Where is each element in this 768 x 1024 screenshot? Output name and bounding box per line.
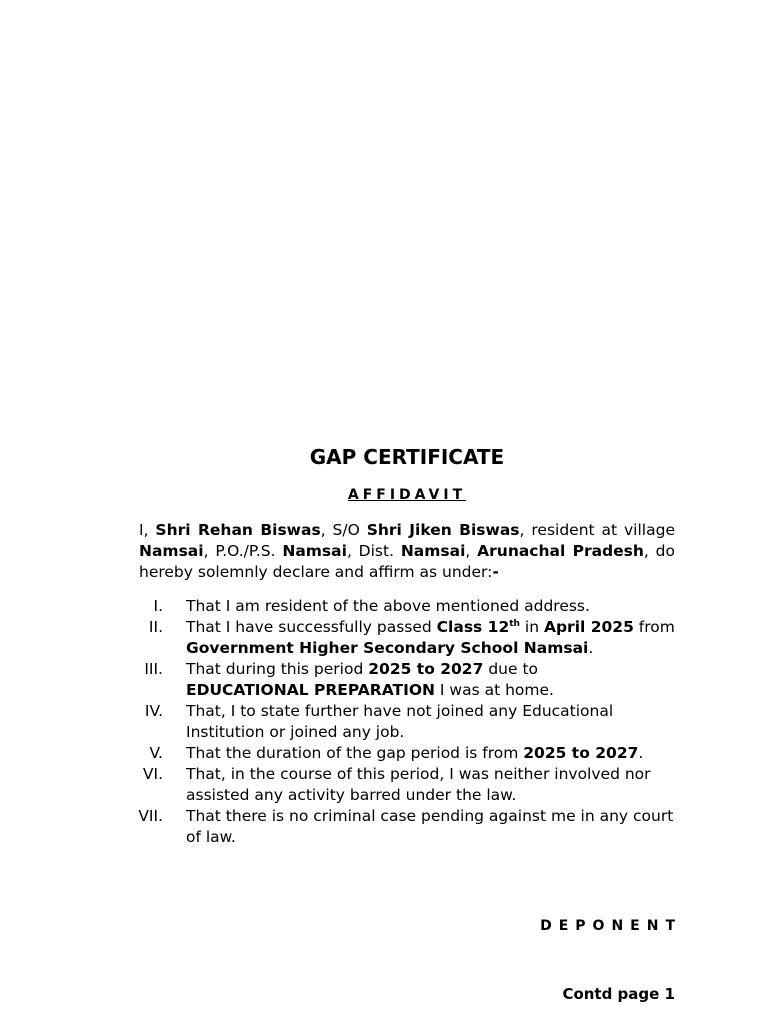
- intro-text: , P.O./P.S.: [203, 542, 283, 560]
- list-item: [125, 596, 685, 617]
- item-text: That there is no criminal case pending against me in any court of law.: [186, 807, 674, 846]
- deponent-name: Shri Rehan Biswas: [155, 521, 321, 539]
- item-text-part: That the duration of the gap period is from: [186, 744, 524, 762]
- intro-text: , do hereby solemnly declare and affirm as under:: [139, 542, 675, 581]
- village-name: Namsai: [139, 542, 204, 560]
- intro-text: I,: [139, 521, 156, 539]
- item-text-part: due to: [483, 660, 539, 678]
- pass-date: April 2025: [543, 618, 634, 636]
- item-text: [186, 617, 685, 659]
- intro-paragraph: [139, 520, 675, 583]
- state-name: Arunachal Pradesh: [477, 542, 644, 560]
- gap-period: 2025 to 2027: [368, 660, 484, 678]
- deponent-label: DEPONENT: [540, 918, 682, 934]
- list-item: [125, 617, 685, 659]
- school-name: Government Higher Secondary School Namsai: [186, 639, 589, 657]
- list-item: [125, 764, 685, 806]
- declaration-list: [125, 596, 685, 848]
- item-number: I.: [153, 597, 163, 615]
- class-name: Class 12: [436, 618, 510, 636]
- intro-text: , resident at village: [519, 521, 675, 539]
- item-text: [186, 659, 685, 701]
- item-text-part: .: [638, 744, 644, 762]
- district-name: Namsai: [400, 542, 466, 560]
- item-text-part: That during this period: [186, 660, 369, 678]
- item-text-part: from: [633, 618, 675, 636]
- item-number: VII.: [138, 807, 163, 825]
- document-subtitle: AFFIDAVIT: [347, 487, 467, 503]
- list-item: [125, 806, 685, 848]
- item-number: V.: [149, 744, 163, 762]
- father-name: Shri Jiken Biswas: [366, 521, 520, 539]
- class-superscript: th: [509, 619, 520, 629]
- list-item: [125, 659, 685, 701]
- intro-text: , S/O: [320, 521, 367, 539]
- item-number: IV.: [144, 702, 163, 720]
- intro-text: ,: [465, 542, 478, 560]
- gap-duration: 2025 to 2027: [523, 744, 639, 762]
- item-number: II.: [148, 618, 163, 636]
- continued-page-note: Contd page 1: [562, 985, 675, 1003]
- intro-text: , Dist.: [346, 542, 401, 560]
- item-text: That, in the course of this period, I was neither involved nor assisted any activity barred under the law.: [186, 765, 651, 804]
- item-text-part: That I have successfully passed: [186, 618, 437, 636]
- item-text-part: in: [519, 618, 544, 636]
- item-text-part: I was at home.: [435, 681, 554, 699]
- po-name: Namsai: [282, 542, 347, 560]
- list-item: [125, 701, 685, 743]
- item-text-part: .: [588, 639, 594, 657]
- item-text: [186, 743, 685, 764]
- item-number: III.: [144, 660, 163, 678]
- item-text: That, I to state further have not joined any Educational Institution or joined any job.: [186, 702, 614, 741]
- document-title: GAP CERTIFICATE: [309, 445, 505, 469]
- list-item: [125, 743, 685, 764]
- intro-dash: -: [492, 563, 499, 581]
- item-text: That I am resident of the above mentioned address.: [186, 597, 590, 615]
- gap-reason: EDUCATIONAL PREPARATION: [186, 681, 435, 699]
- item-number: VI.: [142, 765, 163, 783]
